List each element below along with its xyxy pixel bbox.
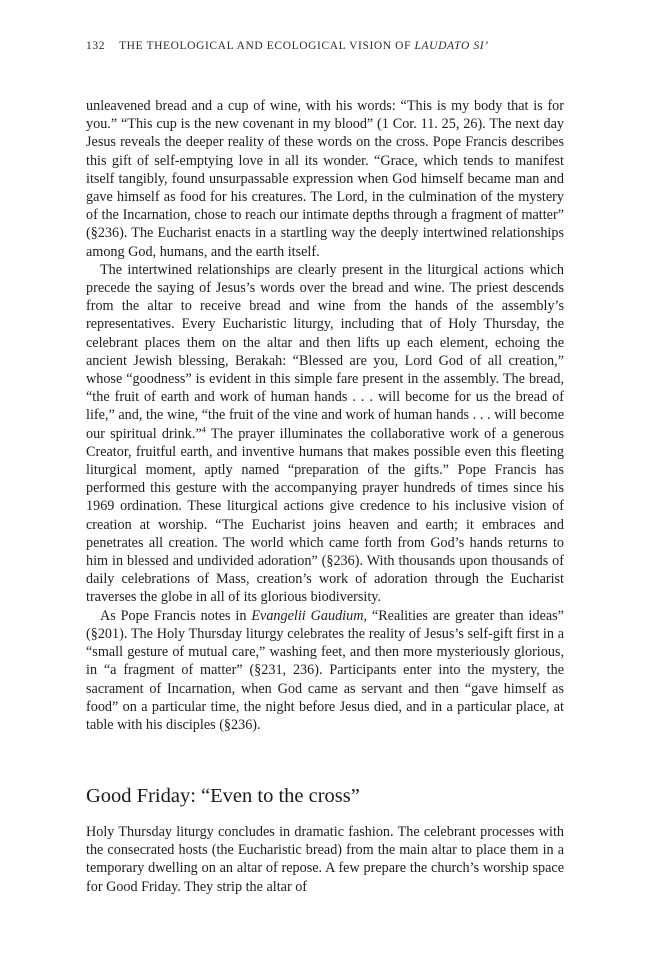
paragraph-2 <box>86 261 564 607</box>
footnote-reference[interactable]: 4 <box>201 423 206 434</box>
running-head-title: THE THEOLOGICAL AND ECOLOGICAL VISION OF <box>119 40 415 52</box>
paragraph-3 <box>86 607 564 734</box>
paragraph-1: unleavened bread and a cup of wine, with his words: “This is my body that is for you.” “This cup is the new covenant in my blood” (1 Cor. 11. 25, 26). The next day Jesus reveals the deeper reality of these words on the cross. Pope Francis describes this gift of self-emptying love in all its wonder. “Grace, which tends to manifest itself tangibly, found unsurpassable expression when God himself became man and gave himself as food for his creatures. The Lord, in the culmination of the mystery of the Incarnation, chose to reach our intimate depths through a fragment of matter” (§236). The Eucharist enacts in a startling way the deeply intertwined relationships among God, humans, and the earth itself. <box>86 98 564 260</box>
body-text <box>86 97 564 734</box>
paragraph-3-rest: , “Realities are greater than ideas” (§201). The Holy Thursday liturgy celebrates the reality of Jesus’s self-gift first in a “small gesture of mutual care,” washing feet, and then more mysteriously glorious, in “a fragment of matter” (§231, 236). Participants enter into the mystery, the sacrament of Incarnation, when God came as servant and then “gave himself as food” on a particular time, the night before Jesus died, and in a particular place, at table with his disciples (§236). <box>86 607 564 733</box>
paragraph-2-text: The intertwined relationships are clearly present in the liturgical actions which precede the saying of Jesus’s words over the bread and wine. The priest descends from the altar to receive bread and wine from the hands of the assembly’s representatives. Every Eucharistic liturgy, including that of Holy Thursday, the celebrant places them on the altar and then lifts up each element, echoing the ancient Jewish blessing, Berakah: “Blessed are you, Lord God of all creation,” whose “goodness” is evident in this simple fare present in the assembly. The bread, “the fruit of earth and work of human hands . . . will become for us the bread of life,” and, the wine, “the fruit of the vine and work of human hands . . . will become our spiritual drink.” <box>86 261 564 442</box>
page-number: 132 <box>86 40 106 52</box>
paragraph-3-book-title: Evangelii Gaudium <box>251 607 364 624</box>
section-heading: Good Friday: “Even to the cross” <box>86 785 360 807</box>
running-head-title-italic: LAUDATO SI’ <box>414 40 489 52</box>
running-head <box>86 40 564 52</box>
section-paragraph: Holy Thursday liturgy concludes in dramatic fashion. The celebrant processes with the consecrated hosts (the Eucharistic bread) from the main altar to place them in a temporary dwelling on an altar of repose. A few prepare the church’s worship space for Good Friday. They strip the altar of <box>86 824 564 895</box>
paragraph-3-start: As Pope Francis notes in <box>100 607 252 624</box>
paragraph-2-continuation: The prayer illuminates the collaborative work of a generous Creator, fruitful earth, and inventive humans that makes possible even this fleeting liturgical moment, aptly named “preparation of the gifts.” Pope Francis has performed this gesture with the accompanying prayer hundreds of times since his 1969 ordination. These liturgical actions give credence to his inclusive vision of creation at worship. “The Eucharist joins heaven and earth; it embraces and penetrates all creation. The world which came forth from God’s hands returns to him in blessed and undivided adoration” (§236). With thousands upon thousands of daily celebrations of Mass, creation’s work of adoration through the Eucharist traverses the globe in all of its glorious biodiversity. <box>86 425 564 606</box>
